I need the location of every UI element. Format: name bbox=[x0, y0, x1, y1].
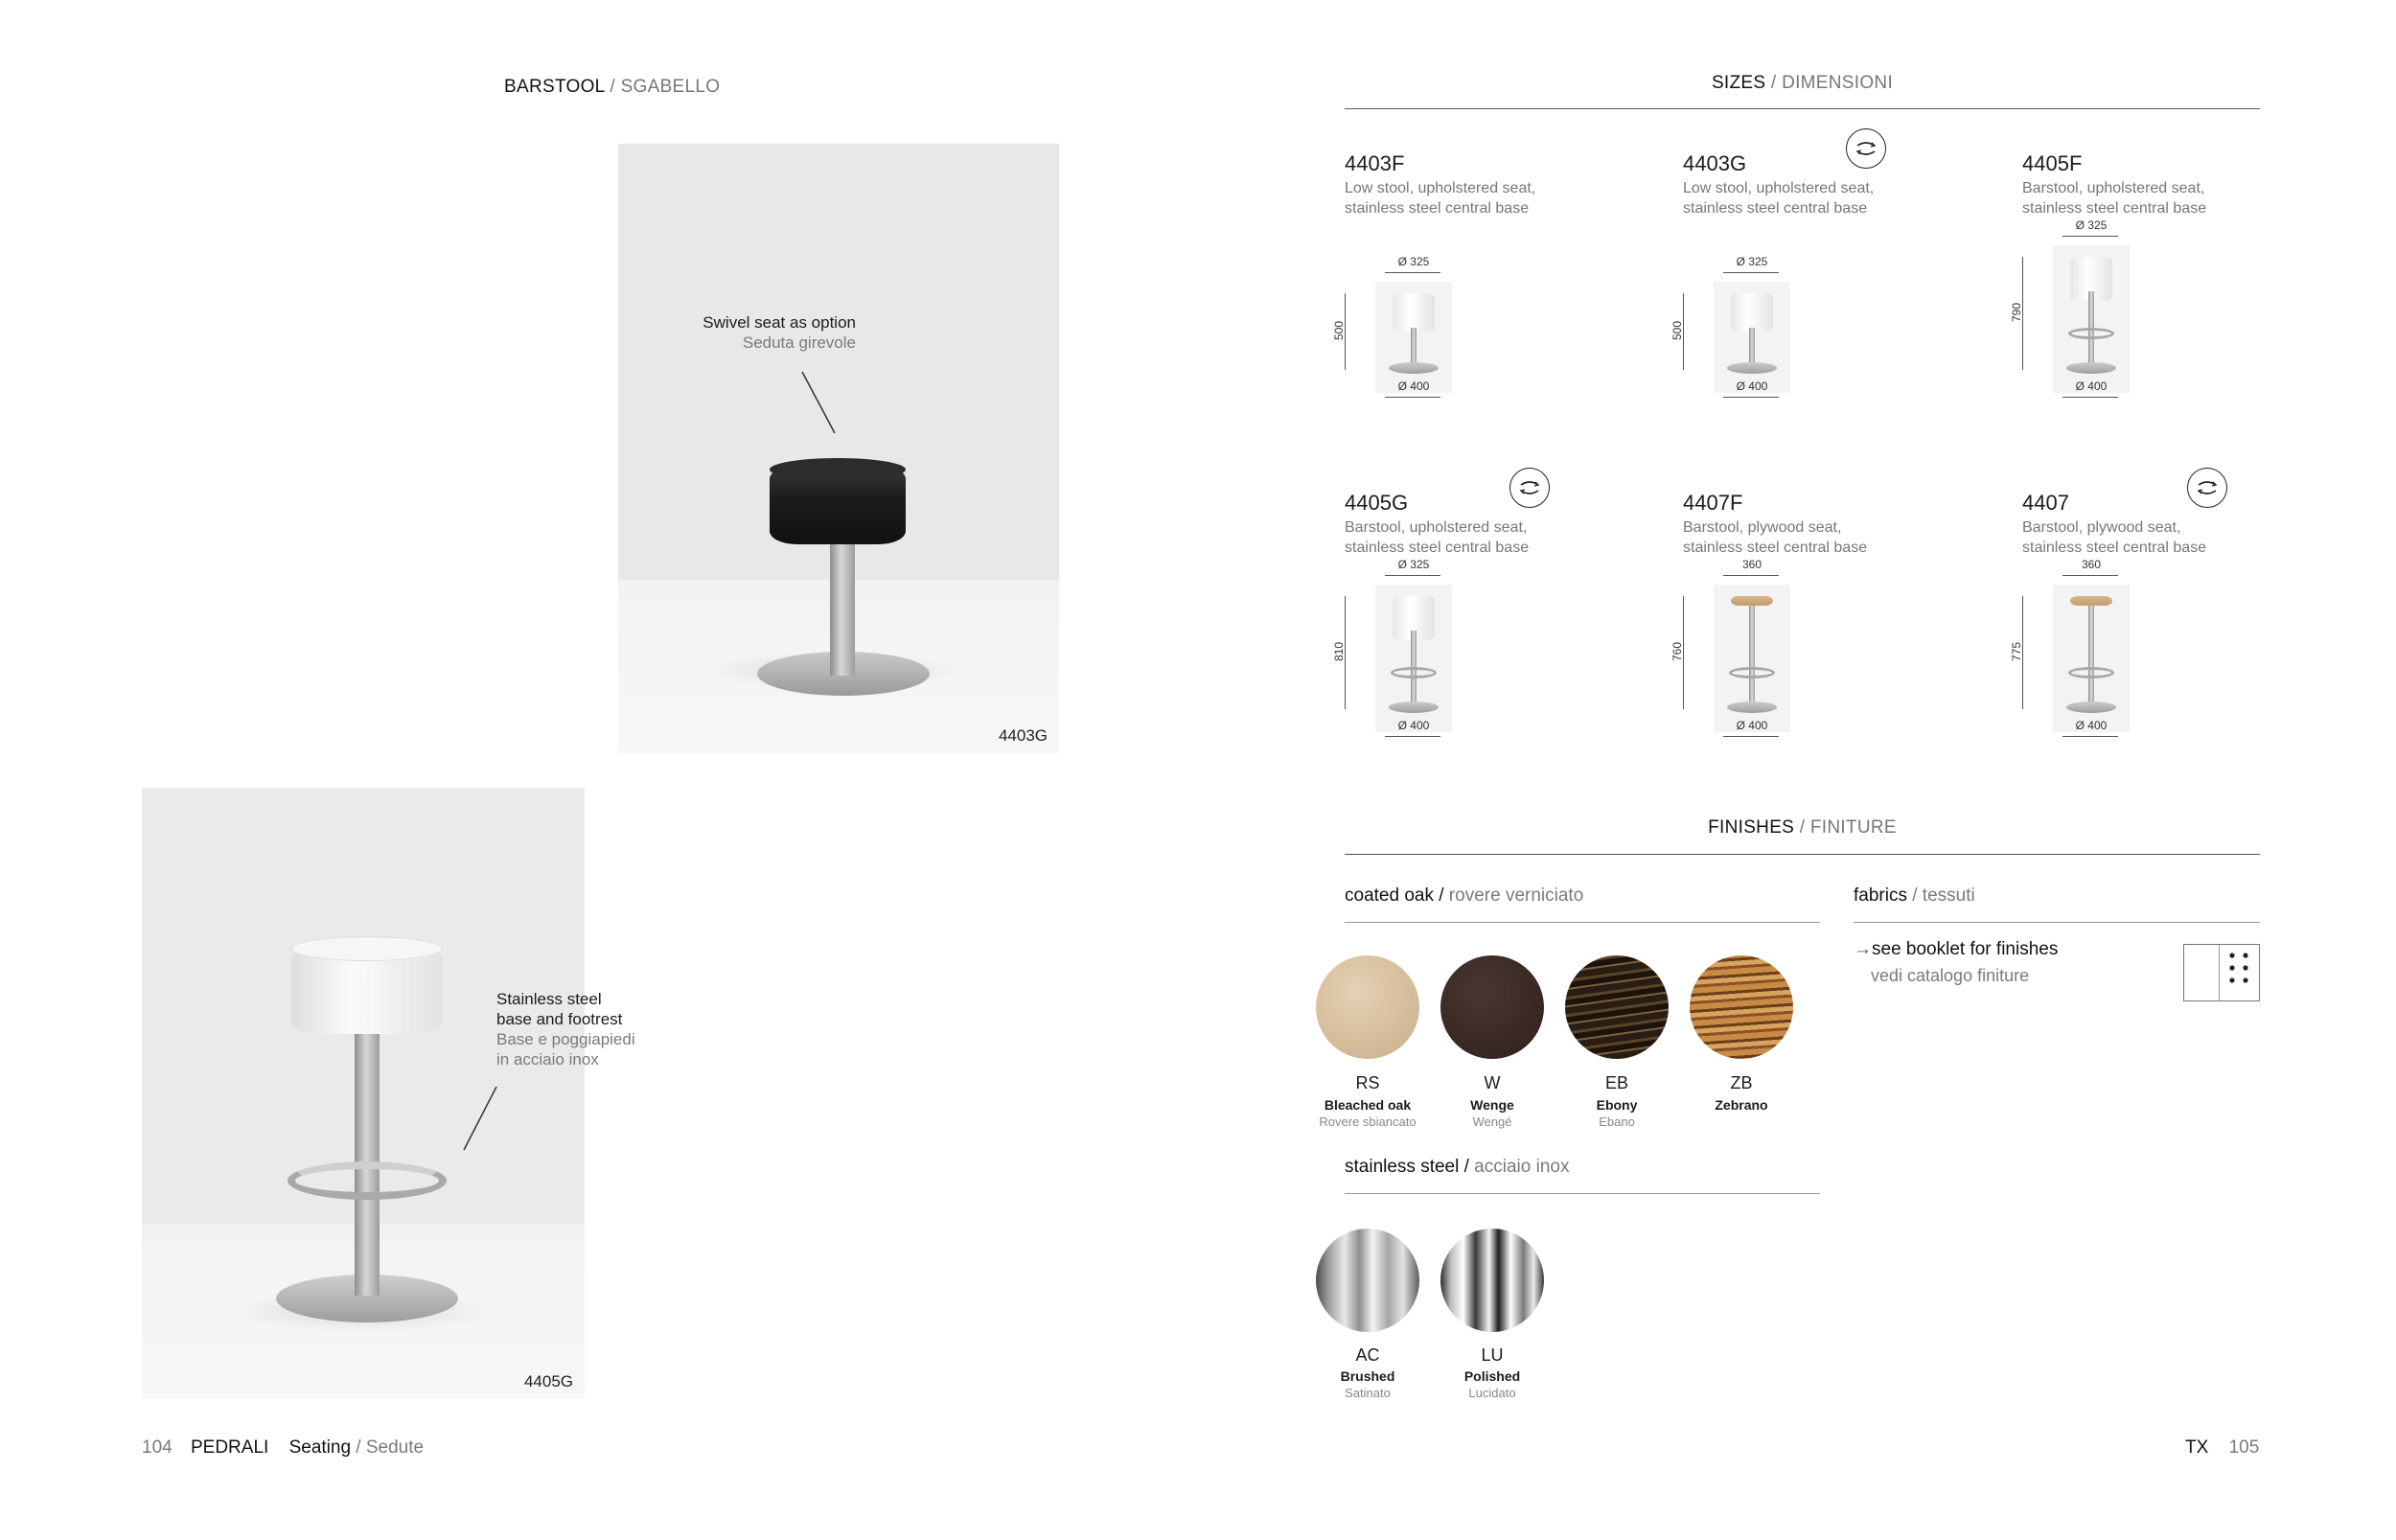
swatch-name: Zebrano bbox=[1715, 1097, 1768, 1113]
swivel-icon bbox=[2187, 468, 2227, 508]
footer-left bbox=[142, 1437, 424, 1459]
swatch-sub: Lucidato bbox=[1468, 1386, 1516, 1400]
product-card bbox=[1670, 151, 1999, 477]
oak-title-light: rovere verniciato bbox=[1443, 885, 1584, 906]
stool-column bbox=[1411, 328, 1417, 366]
product-description-line1: Barstool, upholstered seat, bbox=[1345, 519, 1528, 536]
swatch-code: AC bbox=[1355, 1345, 1380, 1365]
swatch-sub: Wengé bbox=[1472, 1115, 1512, 1129]
product-photo-4405g bbox=[142, 788, 635, 1399]
base-dimension-line bbox=[1385, 397, 1440, 398]
left-page-heading bbox=[504, 77, 720, 98]
base-dimension: Ø 400 bbox=[1736, 719, 1768, 732]
booklet-link[interactable] bbox=[1854, 939, 2058, 960]
base-dimension: Ø 400 bbox=[1397, 379, 1430, 393]
collection-name: TX bbox=[2185, 1437, 2209, 1458]
swatch-code: W bbox=[1484, 1073, 1501, 1092]
base-dimension-line bbox=[2062, 397, 2118, 398]
top-dimension: Ø 325 bbox=[1397, 255, 1430, 268]
swatch-name: Wenge bbox=[1470, 1097, 1514, 1113]
callout-subtitle: Seduta girevole bbox=[742, 333, 856, 352]
swatch-name: Ebony bbox=[1596, 1097, 1638, 1113]
top-dimension-line bbox=[1723, 575, 1779, 576]
stool-base bbox=[1727, 701, 1777, 713]
product-description-line2: stainless steel central base bbox=[2022, 540, 2207, 556]
booklet-icon bbox=[2183, 944, 2260, 1001]
steel-rule bbox=[1345, 1193, 1820, 1194]
sizes-heading bbox=[1345, 73, 2260, 94]
swatch-name: Brushed bbox=[1340, 1368, 1395, 1384]
product-description-line2: stainless steel central base bbox=[1683, 540, 1868, 556]
height-dimension: 500 bbox=[1332, 320, 1346, 341]
fabrics-rule bbox=[1854, 922, 2260, 923]
swatch-code: RS bbox=[1355, 1073, 1380, 1092]
base-dimension: Ø 400 bbox=[2075, 379, 2108, 393]
product-description-line2: stainless steel central base bbox=[2022, 200, 2207, 217]
top-dimension-line bbox=[2062, 236, 2118, 237]
top-dimension: Ø 325 bbox=[1736, 255, 1768, 268]
product-card bbox=[1332, 491, 1661, 816]
heading-bold: BARSTOOL bbox=[504, 77, 605, 97]
base-dimension: Ø 400 bbox=[1397, 719, 1430, 732]
product-card bbox=[1670, 491, 1999, 816]
product-description-line2: stainless steel central base bbox=[1345, 540, 1530, 556]
oak-title bbox=[1345, 885, 1583, 907]
top-dimension-line bbox=[2062, 575, 2118, 576]
photo-code: 4405G bbox=[523, 1372, 573, 1391]
stool-footrest bbox=[1729, 667, 1775, 678]
page-number-left: 104 bbox=[142, 1437, 173, 1458]
product-card bbox=[2010, 151, 2338, 477]
heading-bold: FINISHES bbox=[1708, 817, 1795, 838]
swatch-w bbox=[1440, 955, 1544, 1059]
top-dimension-line bbox=[1385, 575, 1440, 576]
heading-light: / FINITURE bbox=[1794, 817, 1897, 838]
stool-seat bbox=[1731, 293, 1773, 332]
heading-light: / SGABELLO bbox=[604, 77, 721, 97]
stool-column bbox=[2088, 606, 2094, 705]
product-description-line1: Low stool, upholstered seat, bbox=[1345, 180, 1536, 196]
swatch-lu bbox=[1440, 1229, 1544, 1332]
swatch-sub: Satinato bbox=[1345, 1386, 1391, 1400]
stool-column bbox=[1749, 328, 1755, 366]
base-dimension-line bbox=[1723, 736, 1779, 737]
stool-seat bbox=[2070, 596, 2112, 606]
fabrics-title-bold: fabrics bbox=[1854, 885, 1907, 906]
product-description-line2: stainless steel central base bbox=[1345, 200, 1530, 217]
swatch-name: Polished bbox=[1463, 1368, 1521, 1384]
brand-name: PEDRALI bbox=[190, 1437, 269, 1458]
height-dimension: 760 bbox=[1670, 641, 1684, 662]
product-description-line1: Barstool, plywood seat, bbox=[2022, 519, 2181, 536]
stool-base bbox=[1389, 701, 1439, 713]
top-dimension: Ø 325 bbox=[1397, 558, 1430, 571]
height-dimension: 775 bbox=[2010, 641, 2023, 662]
section-bold: Seating bbox=[288, 1437, 352, 1458]
stool-footrest bbox=[1391, 667, 1437, 678]
booklet-link-sub: vedi catalogo finiture bbox=[1871, 966, 2030, 985]
product-code: 4403G bbox=[1683, 151, 1747, 175]
callout-title-line1: Stainless steel bbox=[496, 990, 602, 1008]
heading-bold: SIZES bbox=[1711, 73, 1766, 93]
oak-title-bold: coated oak / bbox=[1345, 885, 1444, 906]
fabrics-title bbox=[1854, 885, 1975, 907]
footer-right bbox=[2185, 1437, 2259, 1459]
heading-light: / DIMENSIONI bbox=[1765, 73, 1894, 93]
stool-base bbox=[2066, 362, 2116, 374]
product-card bbox=[2010, 491, 2338, 816]
swatch-zb bbox=[1690, 955, 1793, 1059]
fabrics-title-light: / tessuti bbox=[1906, 885, 1975, 906]
swatch-eb bbox=[1565, 955, 1669, 1059]
swatch-ac bbox=[1316, 1229, 1419, 1332]
product-code: 4405F bbox=[2022, 151, 2083, 175]
top-dimension: 360 bbox=[2081, 558, 2102, 571]
swatch-code: ZB bbox=[1730, 1073, 1753, 1092]
swivel-icon bbox=[1509, 468, 1550, 508]
top-dimension: 360 bbox=[1741, 558, 1762, 571]
stool-base bbox=[1389, 362, 1439, 374]
callout-title-line2: base and footrest bbox=[496, 1010, 623, 1028]
product-description-line2: stainless steel central base bbox=[1683, 200, 1868, 217]
steel-title-bold: stainless steel / bbox=[1345, 1157, 1469, 1177]
product-description-line1: Low stool, upholstered seat, bbox=[1683, 180, 1875, 196]
oak-rule bbox=[1345, 922, 1820, 923]
base-dimension-line bbox=[1385, 736, 1440, 737]
finishes-rule bbox=[1345, 854, 2260, 855]
callout-line bbox=[618, 144, 1059, 753]
callout-title: Swivel seat as option bbox=[703, 313, 856, 332]
height-dimension: 500 bbox=[1670, 320, 1684, 341]
page-number-right: 105 bbox=[2228, 1437, 2260, 1458]
steel-title-light: acciaio inox bbox=[1468, 1157, 1570, 1177]
top-dimension-line bbox=[1385, 272, 1440, 273]
product-description-line1: Barstool, upholstered seat, bbox=[2022, 180, 2205, 196]
callout-sub-line1: Base e poggiapiedi bbox=[496, 1030, 635, 1048]
base-dimension: Ø 400 bbox=[1736, 379, 1768, 393]
stool-seat bbox=[1393, 293, 1435, 332]
sizes-rule bbox=[1345, 108, 2260, 109]
base-dimension-line bbox=[2062, 736, 2118, 737]
product-card bbox=[1332, 151, 1661, 477]
swatch-code: LU bbox=[1481, 1345, 1504, 1365]
callout-sub-line2: in acciaio inox bbox=[496, 1050, 599, 1069]
swivel-icon bbox=[1846, 128, 1886, 169]
base-dimension: Ø 400 bbox=[2075, 719, 2108, 732]
section-light: / Sedute bbox=[351, 1437, 425, 1458]
swatch-rs bbox=[1316, 955, 1419, 1059]
swatch-name: Bleached oak bbox=[1324, 1097, 1412, 1113]
arrow-right-icon: → bbox=[1854, 939, 1872, 959]
height-dimension: 810 bbox=[1332, 641, 1346, 662]
top-dimension-line bbox=[1723, 272, 1779, 273]
swatch-sub: Rovere sbiancato bbox=[1319, 1115, 1417, 1129]
stool-seat bbox=[1731, 596, 1773, 606]
product-code: 4407 bbox=[2022, 491, 2069, 515]
product-code: 4407F bbox=[1683, 491, 1743, 515]
top-dimension: Ø 325 bbox=[2075, 218, 2108, 232]
base-dimension-line bbox=[1723, 397, 1779, 398]
steel-title bbox=[1345, 1157, 1569, 1178]
product-code: 4405G bbox=[1345, 491, 1409, 515]
product-description-line1: Barstool, plywood seat, bbox=[1683, 519, 1842, 536]
photo-code: 4403G bbox=[998, 726, 1048, 745]
callout-line bbox=[142, 788, 585, 1399]
stool-column bbox=[1749, 606, 1755, 705]
swatch-sub: Ebano bbox=[1599, 1115, 1635, 1129]
stool-base bbox=[1727, 362, 1777, 374]
product-photo-4403g bbox=[618, 144, 1059, 753]
booklet-link-label: see booklet for finishes bbox=[1872, 939, 2059, 959]
stool-footrest bbox=[2068, 667, 2114, 678]
stool-base bbox=[2066, 701, 2116, 713]
finishes-heading bbox=[1345, 817, 2260, 839]
swatch-code: EB bbox=[1604, 1073, 1628, 1092]
product-code: 4403F bbox=[1345, 151, 1405, 175]
stool-footrest bbox=[2068, 328, 2114, 339]
height-dimension: 790 bbox=[2010, 302, 2023, 323]
